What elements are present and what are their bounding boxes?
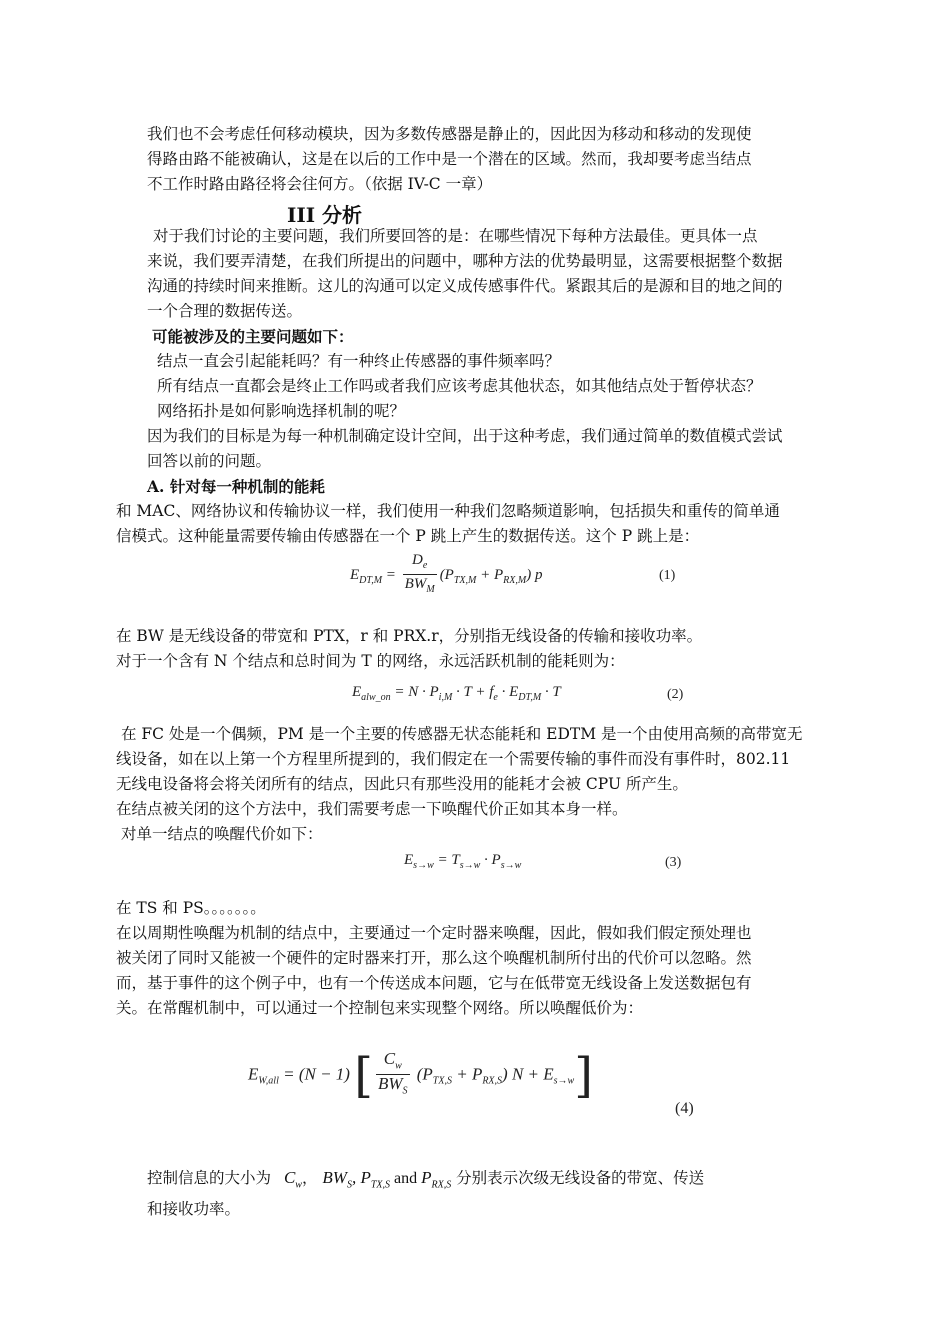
text-line: 对于一个含有 N 个结点和总时间为 T 的网络，永远活跃机制的能耗则为：: [116, 652, 625, 670]
text-line: 和接收功率。: [147, 1200, 241, 1219]
text-line: 我们也不会考虑任何移动模块，因为多数传感器是静止的，因此因为移动和移动的发现使: [147, 125, 752, 143]
text-line: 信模式。这种能量需要传输由传感器在一个 P 跳上产生的数据传送。这个 P 跳上是：: [116, 527, 700, 545]
text-line: 因为我们的目标是为每一种机制确定设计空间，出于这种考虑，我们通过简单的数值模式尝试: [147, 427, 783, 445]
text-line: 得路由路不能被确认，这是在以后的工作中是一个潜在的区域。然而，我却要考虑当结点: [147, 150, 752, 168]
text-line: 而，基于事件的这个例子中，也有一个传送成本问题，它与在低带宽无线设备上发送数据包有: [116, 974, 752, 992]
paragraph-2: [147, 224, 783, 324]
text-line: 来说，我们要弄清楚，在我们所提出的问题中，哪种方法的优势最明显，这需要根据整个数据: [147, 252, 783, 270]
text-line: 在结点被关闭的这个方法中，我们需要考虑一下唤醒代价正如其本身一样。: [116, 800, 628, 818]
equation-number-3: (3): [665, 855, 682, 870]
text-line: 在 FC 处是一个偶频，PM 是一个主要的传感器无状态能耗和 EDTM 是一个由使用高频的高带宽无: [121, 725, 803, 743]
text-line: 不工作时路由路径将会往何方。（依据 IV-C 一章）: [147, 175, 493, 193]
right-bracket: ]: [574, 1047, 593, 1104]
paragraph-5: [116, 624, 702, 674]
equation-number-2: (2): [667, 687, 684, 702]
questions-title: 可能被涉及的主要问题如下：: [152, 327, 354, 346]
text-line: 和 MAC、网络协议和传输协议一样，我们使用一种我们忽略频道影响，包括损失和重传的简单通: [116, 502, 780, 520]
left-bracket: [: [354, 1047, 373, 1104]
text-line: 对单一结点的唤醒代价如下：: [121, 825, 323, 843]
equation-2: $E_{alw\_on} = N \cdot P_{i,M} \cdot T + f_e \cdot E_{DT,M} \cdot T$: [352, 684, 561, 703]
text-line: 控制信息的大小为 $C_w$， $BW_S$, $P_{TX,S}$ and $P_{RX,S}$ 分别表示次级无线设备的带宽、传送: [147, 1168, 705, 1191]
questions-list: [157, 349, 762, 424]
equation-1: $E_{DT,M}$ = $\frac{D_e}{BW_M}$ $(P_{TX,M} + P_{RX,M})$ p: [350, 552, 543, 595]
text-line: 线设备，如在以上第一个方程里所提到的，我们假定在一个需要传输的事件而没有事件时，802.11: [116, 750, 791, 768]
equation-number-4: (4): [675, 1100, 694, 1117]
section-title: III 分析: [287, 203, 363, 227]
text-line: 在以周期性唤醒为机制的结点中，主要通过一个定时器来唤醒，因此，假如我们假定预处理也: [116, 924, 752, 942]
text-line: 关。在常醒机制中，可以通过一个控制包来实现整个网络。所以唤醒低价为：: [116, 999, 644, 1017]
text-line: 对于我们讨论的主要问题，我们所要回答的是：在哪些情况下每种方法最佳。更具体一点: [153, 227, 758, 245]
paragraph-6: [116, 722, 803, 847]
paragraph-4: [116, 499, 780, 549]
equation-number-1: (1): [659, 568, 676, 583]
text-line: 沟通的持续时间来推断。这儿的沟通可以定义成传感事件代。紧跟其后的是源和目的地之间的: [147, 277, 783, 295]
equation-3: $E_{s\to w} = T_{s\to w} \cdot P_{s\to w}$: [404, 852, 522, 871]
paragraph-8: [147, 1165, 704, 1222]
paragraph-1: [147, 122, 752, 197]
text-line: 一个合理的数据传送。: [147, 302, 303, 320]
text-line: 被关闭了同时又能被一个硬件的定时器来打开，那么这个唤醒机制所付出的代价可以忽略。然: [116, 949, 752, 967]
question-item: 结点一直会引起能耗吗？有一种终止传感器的事件频率吗？: [157, 352, 561, 370]
text-line: 无线电设备将会将关闭所有的结点，因此只有那些没用的能耗才会被 CPU 所产生。: [116, 775, 688, 793]
question-item: 网络拓扑是如何影响选择机制的呢？: [157, 402, 406, 420]
text-line: 在 BW 是无线设备的带宽和 PTX，r 和 PRX.r，分别指无线设备的传输和接收功率。: [116, 627, 703, 645]
text-line: 在 TS 和 PS。。。。。。。: [116, 899, 266, 917]
paragraph-7: [116, 896, 752, 1021]
equation-4: $E_{W,all} = (N - 1)$ [ $\frac{C_w}{BW_S}$ $(P_{TX,S} + P_{RX,S}) N + E_{s\to w}$]: [248, 1047, 593, 1104]
question-item: 所有结点一直都会是终止工作吗或者我们应该考虑其他状态，如其他结点处于暂停状态？: [157, 377, 762, 395]
subsection-title: A. 针对每一种机制的能耗: [147, 477, 325, 496]
text-line: 回答以前的问题。: [147, 452, 272, 470]
paragraph-3: [147, 424, 783, 474]
